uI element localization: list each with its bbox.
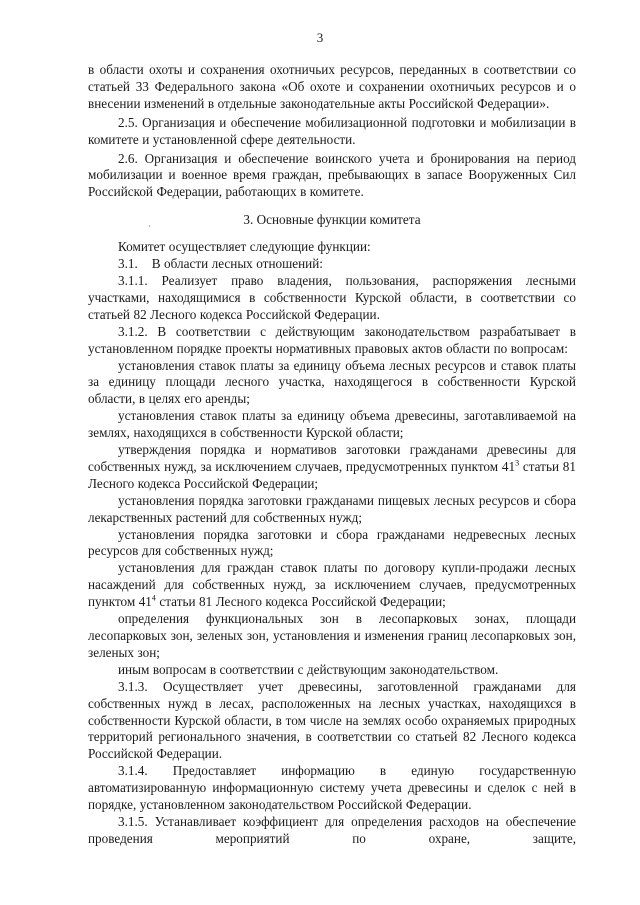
list-item-timber-norms-tail: статьи 81 Лесного кодекса Российской Федерации; — [88, 458, 576, 491]
list-item-food-resources: установления порядка заготовки гражданами пищевых лесных ресурсов и сбора лекарственных растений для собственных нужд; — [88, 492, 576, 525]
list-item-timber-norms — [88, 442, 576, 493]
section-heading — [88, 212, 576, 229]
functions-lead: Комитет осуществляет следующие функции: — [118, 239, 371, 255]
list-item-sale-rates — [88, 560, 576, 611]
list-item-other: иным вопросам в соответствии с действующим законодательством. — [118, 661, 499, 677]
superscript: 4 — [151, 593, 156, 603]
list-item-timber-norms-text: утверждения порядка и нормативов заготовки гражданами древесины для собственных нужд, за исключением случаев, предусмотренных пунктом 41 — [88, 442, 576, 474]
list-item-park-zones: определения функциональных зон в лесопарковых зонах, площади лесопарковых зон, зеленых зон, установления и изменения границ лесопарковых зон, зеленых зон; — [88, 611, 576, 660]
section-heading-text: 3. Основные функции комитета — [243, 212, 421, 228]
stray-mark: ˎ — [148, 217, 151, 228]
paragraph-3-1: 3.1. В области лесных отношений: — [118, 256, 323, 272]
list-item-rates-resources: установления ставок платы за единицу объема лесных ресурсов и ставок платы за единицу площади лесного участка, находящегося в собственности Курской области, в целях его аренды; — [88, 357, 576, 407]
document-body — [88, 62, 576, 848]
list-item-sale-rates-text: установления для граждан ставок платы по договору купли-продажи лесных насаждений для собственных нужд, за исключением случаев, предусмотренных пунктом 41 — [88, 560, 576, 610]
paragraph-2-5: 2.5. Организация и обеспечение мобилизационной подготовки и мобилизации в комитете и установленной сфере деятельности. — [88, 114, 576, 147]
paragraph-3-1-4: 3.1.4. Предоставляет информацию в единую государственную автоматизированную информационную систему учета древесины и сделок с ней в порядке, установленном законодательством Российской Федерации. — [88, 763, 576, 813]
superscript: 3 — [515, 458, 520, 468]
paragraph-3-1-3: 3.1.3. Осуществляет учет древесины, заготовленной гражданами для собственных нужд в лесах, расположенных на лесных участках, находящихся в собственности Курской области, в том числе на землях особо охраняемых природных территорий регионального значения, в соответствии со статьей 82 Лесного кодекса Российской Федерации. — [88, 678, 576, 762]
paragraph-2-6: 2.6. Организация и обеспечение воинского учета и бронирования на период мобилизации и военное время граждан, пребывающих в запасе Вооруженных Сил Российской Федерации, работающих в комитете. — [88, 150, 576, 200]
list-item-non-timber: установления порядка заготовки и сбора гражданами недревесных лесных ресурсов для собственных нужд; — [88, 526, 576, 559]
list-item-sale-rates-tail: статьи 81 Лесного кодекса Российской Федерации; — [155, 594, 446, 610]
paragraph-3-1-5: 3.1.5. Устанавливает коэффициент для определения расходов на обеспечение проведения мероприятий по охране, защите, — [88, 813, 576, 846]
paragraph-3-1-1: 3.1.1. Реализует право владения, пользования, распоряжения лесными участками, находящимися в собственности Курской области, в соответствии со статьей 82 Лесного кодекса Российской Федерации. — [88, 272, 576, 322]
paragraph-hunting: в области охоты и сохранения охотничьих ресурсов, переданных в соответствии со статьей 33 Федерального закона «Об охоте и сохранении охотничьих ресурсов и о внесении изменений в отдельные законодательные акты Российской Федерации». — [88, 62, 576, 111]
list-item-rates-timber: установления ставок платы за единицу объема древесины, заготавливаемой на землях, находящихся в собственности Курской области; — [88, 408, 576, 441]
page-number: 3 — [316, 30, 324, 45]
paragraph-3-1-2: 3.1.2. В соответствии с действующим законодательством разрабатывает в установленном порядке проекты нормативных правовых актов области по вопросам: — [88, 323, 576, 356]
